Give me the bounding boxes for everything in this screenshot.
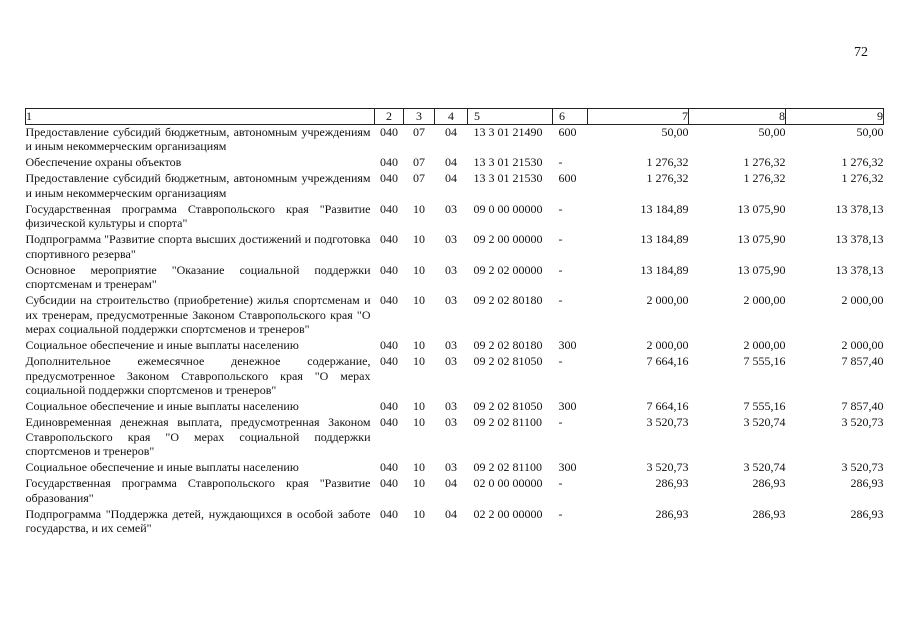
- budget-table-container: [25, 108, 884, 537]
- cell-c2: 040: [380, 338, 398, 352]
- cell-c6: -: [558, 201, 563, 216]
- cell-c5: 09 2 02 81050: [473, 354, 543, 368]
- cell-c4: 03: [445, 232, 457, 246]
- budget-table: [25, 108, 884, 537]
- cell-c2: 040: [380, 232, 398, 246]
- cell-c4: 04: [445, 171, 457, 185]
- cell-c7: 286,93: [655, 506, 689, 521]
- cell-c9: 1 276,32: [841, 155, 884, 169]
- cell-name: Социальное обеспечение и иные выплаты населению: [25, 338, 299, 352]
- header-col-7: 7: [588, 109, 689, 125]
- cell-c3: 10: [413, 476, 425, 490]
- cell-c9: 50,00: [856, 124, 884, 139]
- cell-c6: 600: [558, 171, 577, 185]
- cell-c8: 50,00: [758, 124, 786, 139]
- cell-c5: 09 2 02 81100: [473, 415, 543, 429]
- cell-name: Государственная программа Ставропольского края "Развитие физической культуры и спорта": [25, 201, 371, 230]
- cell-c8: 1 276,32: [743, 171, 786, 185]
- cell-c5: 13 3 01 21530: [473, 171, 543, 185]
- cell-c8: 13 075,90: [737, 201, 786, 216]
- cell-c8: 2 000,00: [743, 338, 786, 352]
- cell-c7: 13 184,89: [640, 232, 689, 246]
- header-col-1: 1: [26, 109, 375, 125]
- cell-c8: 286,93: [752, 476, 786, 490]
- cell-c2: 040: [380, 171, 398, 185]
- header-col-8: 8: [689, 109, 786, 125]
- cell-c4: 03: [445, 399, 457, 413]
- cell-c4: 03: [445, 460, 457, 474]
- table-body: [26, 124, 884, 537]
- cell-c6: -: [558, 415, 563, 429]
- cell-c9: 286,93: [850, 506, 884, 521]
- cell-c5: 09 2 02 00000: [473, 262, 543, 277]
- table-row: [26, 338, 884, 354]
- cell-c2: 040: [380, 354, 398, 368]
- cell-c9: 7 857,40: [841, 354, 884, 368]
- cell-c9: 13 378,13: [835, 262, 884, 277]
- cell-c9: 1 276,32: [841, 171, 884, 185]
- cell-c5: 02 0 00 00000: [473, 476, 543, 490]
- table-row: [26, 476, 884, 507]
- cell-c5: 09 2 02 81100: [473, 460, 543, 474]
- cell-c8: 2 000,00: [743, 293, 786, 307]
- cell-c5: 13 3 01 21490: [473, 124, 543, 139]
- cell-name: Подпрограмма "Развитие спорта высших достижений и подготовка спортивного резерва": [25, 232, 371, 261]
- cell-name: Обеспечение охраны объектов: [25, 155, 182, 169]
- header-col-5: 5: [468, 109, 553, 125]
- table-row: [26, 232, 884, 263]
- cell-c7: 13 184,89: [640, 201, 689, 216]
- cell-c2: 040: [380, 415, 398, 429]
- cell-c5: 09 2 02 81050: [473, 399, 543, 413]
- cell-name: Единовременная денежная выплата, предусмотренная Законом Ставропольского края "О мерах социальной поддержки спортсменов и тренеров": [25, 415, 371, 458]
- table-row: [26, 354, 884, 399]
- cell-c3: 10: [413, 232, 425, 246]
- cell-name: Социальное обеспечение и иные выплаты населению: [25, 460, 299, 474]
- cell-c6: 300: [558, 399, 577, 413]
- cell-c5: 13 3 01 21530: [473, 155, 543, 169]
- cell-c3: 10: [413, 201, 425, 216]
- cell-c4: 03: [445, 201, 457, 216]
- cell-c2: 040: [380, 506, 398, 521]
- table-row: [26, 399, 884, 415]
- cell-c5: 09 2 02 80180: [473, 338, 543, 352]
- cell-c4: 03: [445, 293, 457, 307]
- cell-c6: 600: [558, 124, 577, 139]
- cell-c8: 13 075,90: [737, 262, 786, 277]
- cell-c6: -: [558, 262, 563, 277]
- cell-c2: 040: [380, 293, 398, 307]
- cell-c7: 3 520,73: [646, 415, 689, 429]
- cell-c6: -: [558, 476, 563, 490]
- table-row: [26, 415, 884, 460]
- cell-c3: 10: [413, 399, 425, 413]
- header-col-9: 9: [786, 109, 884, 125]
- cell-c8: 286,93: [752, 506, 786, 521]
- table-row: [26, 460, 884, 476]
- header-row: [26, 109, 884, 125]
- table-row: [26, 124, 884, 155]
- cell-name: Подпрограмма "Поддержка детей, нуждающихся в особой заботе государства, и их семей": [25, 506, 371, 535]
- cell-c3: 10: [413, 354, 425, 368]
- cell-c7: 13 184,89: [640, 262, 689, 277]
- cell-c9: 7 857,40: [841, 399, 884, 413]
- cell-name: Предоставление субсидий бюджетным, автономным учреждениям и иным некоммерческим организациям: [25, 171, 371, 200]
- cell-c4: 04: [445, 155, 457, 169]
- cell-c8: 1 276,32: [743, 155, 786, 169]
- cell-c2: 040: [380, 201, 398, 216]
- cell-c5: 09 0 00 00000: [473, 201, 543, 216]
- cell-c7: 1 276,32: [646, 155, 689, 169]
- cell-name: Дополнительное ежемесячное денежное содержание, предусмотренное Законом Ставропольского края "О мерах социальной поддержки спортсменов и тренеров": [25, 354, 371, 397]
- cell-c6: 300: [558, 460, 577, 474]
- cell-c8: 13 075,90: [737, 232, 786, 246]
- cell-c6: -: [558, 354, 563, 368]
- cell-c6: -: [558, 155, 563, 169]
- cell-c3: 10: [413, 415, 425, 429]
- cell-c6: 300: [558, 338, 577, 352]
- table-header: [26, 109, 884, 125]
- table-row: [26, 171, 884, 202]
- cell-c5: 09 2 02 80180: [473, 293, 543, 307]
- cell-c3: 10: [413, 293, 425, 307]
- cell-c7: 2 000,00: [646, 338, 689, 352]
- cell-c9: 2 000,00: [841, 293, 884, 307]
- cell-c2: 040: [380, 124, 398, 139]
- header-col-6: 6: [553, 109, 588, 125]
- cell-c4: 03: [445, 262, 457, 277]
- cell-c8: 7 555,16: [743, 354, 786, 368]
- table-row: [26, 507, 884, 538]
- table-row: [26, 202, 884, 233]
- cell-c4: 03: [445, 415, 457, 429]
- cell-c9: 13 378,13: [835, 201, 884, 216]
- cell-c3: 07: [413, 124, 425, 139]
- cell-c8: 7 555,16: [743, 399, 786, 413]
- cell-c4: 03: [445, 354, 457, 368]
- cell-c8: 3 520,74: [743, 415, 786, 429]
- header-col-2: 2: [375, 109, 404, 125]
- cell-c9: 3 520,73: [841, 460, 884, 474]
- cell-c7: 50,00: [661, 124, 689, 139]
- cell-c6: -: [558, 293, 563, 307]
- cell-c8: 3 520,74: [743, 460, 786, 474]
- cell-c4: 04: [445, 506, 457, 521]
- cell-c9: 286,93: [850, 476, 884, 490]
- cell-c9: 3 520,73: [841, 415, 884, 429]
- cell-name: Субсидии на строительство (приобретение) жилья спортсменам и их тренерам, предусмотренные Законом Ставропольского края "О мерах социальной поддержки спортсменов и тренеров": [25, 293, 371, 336]
- cell-c7: 2 000,00: [646, 293, 689, 307]
- cell-c3: 10: [413, 338, 425, 352]
- cell-c2: 040: [380, 460, 398, 474]
- cell-c2: 040: [380, 476, 398, 490]
- cell-c4: 04: [445, 124, 457, 139]
- cell-c5: 09 2 00 00000: [473, 232, 543, 246]
- cell-c7: 3 520,73: [646, 460, 689, 474]
- cell-c5: 02 2 00 00000: [473, 506, 543, 521]
- cell-name: Предоставление субсидий бюджетным, автономным учреждениям и иным некоммерческим организациям: [25, 124, 371, 153]
- cell-name: Государственная программа Ставропольского края "Развитие образования": [25, 476, 371, 505]
- cell-c3: 10: [413, 460, 425, 474]
- cell-c3: 10: [413, 262, 425, 277]
- cell-name: Социальное обеспечение и иные выплаты населению: [25, 399, 299, 413]
- cell-c7: 7 664,16: [646, 354, 689, 368]
- cell-c7: 1 276,32: [646, 171, 689, 185]
- cell-c3: 07: [413, 155, 425, 169]
- cell-c2: 040: [380, 155, 398, 169]
- table-row: [26, 155, 884, 171]
- cell-c9: 2 000,00: [841, 338, 884, 352]
- cell-c4: 03: [445, 338, 457, 352]
- cell-c2: 040: [380, 262, 398, 277]
- cell-c6: -: [558, 232, 563, 246]
- cell-c6: -: [558, 506, 563, 521]
- table-row: [26, 293, 884, 338]
- header-col-3: 3: [404, 109, 435, 125]
- cell-c7: 7 664,16: [646, 399, 689, 413]
- header-col-4: 4: [435, 109, 468, 125]
- cell-c7: 286,93: [655, 476, 689, 490]
- table-row: [26, 263, 884, 294]
- cell-c2: 040: [380, 399, 398, 413]
- cell-name: Основное мероприятие "Оказание социальной поддержки спортсменам и тренерам": [25, 262, 371, 291]
- cell-c3: 07: [413, 171, 425, 185]
- cell-c3: 10: [413, 506, 425, 521]
- cell-c4: 04: [445, 476, 457, 490]
- page-number: 72: [854, 45, 868, 60]
- cell-c9: 13 378,13: [835, 232, 884, 246]
